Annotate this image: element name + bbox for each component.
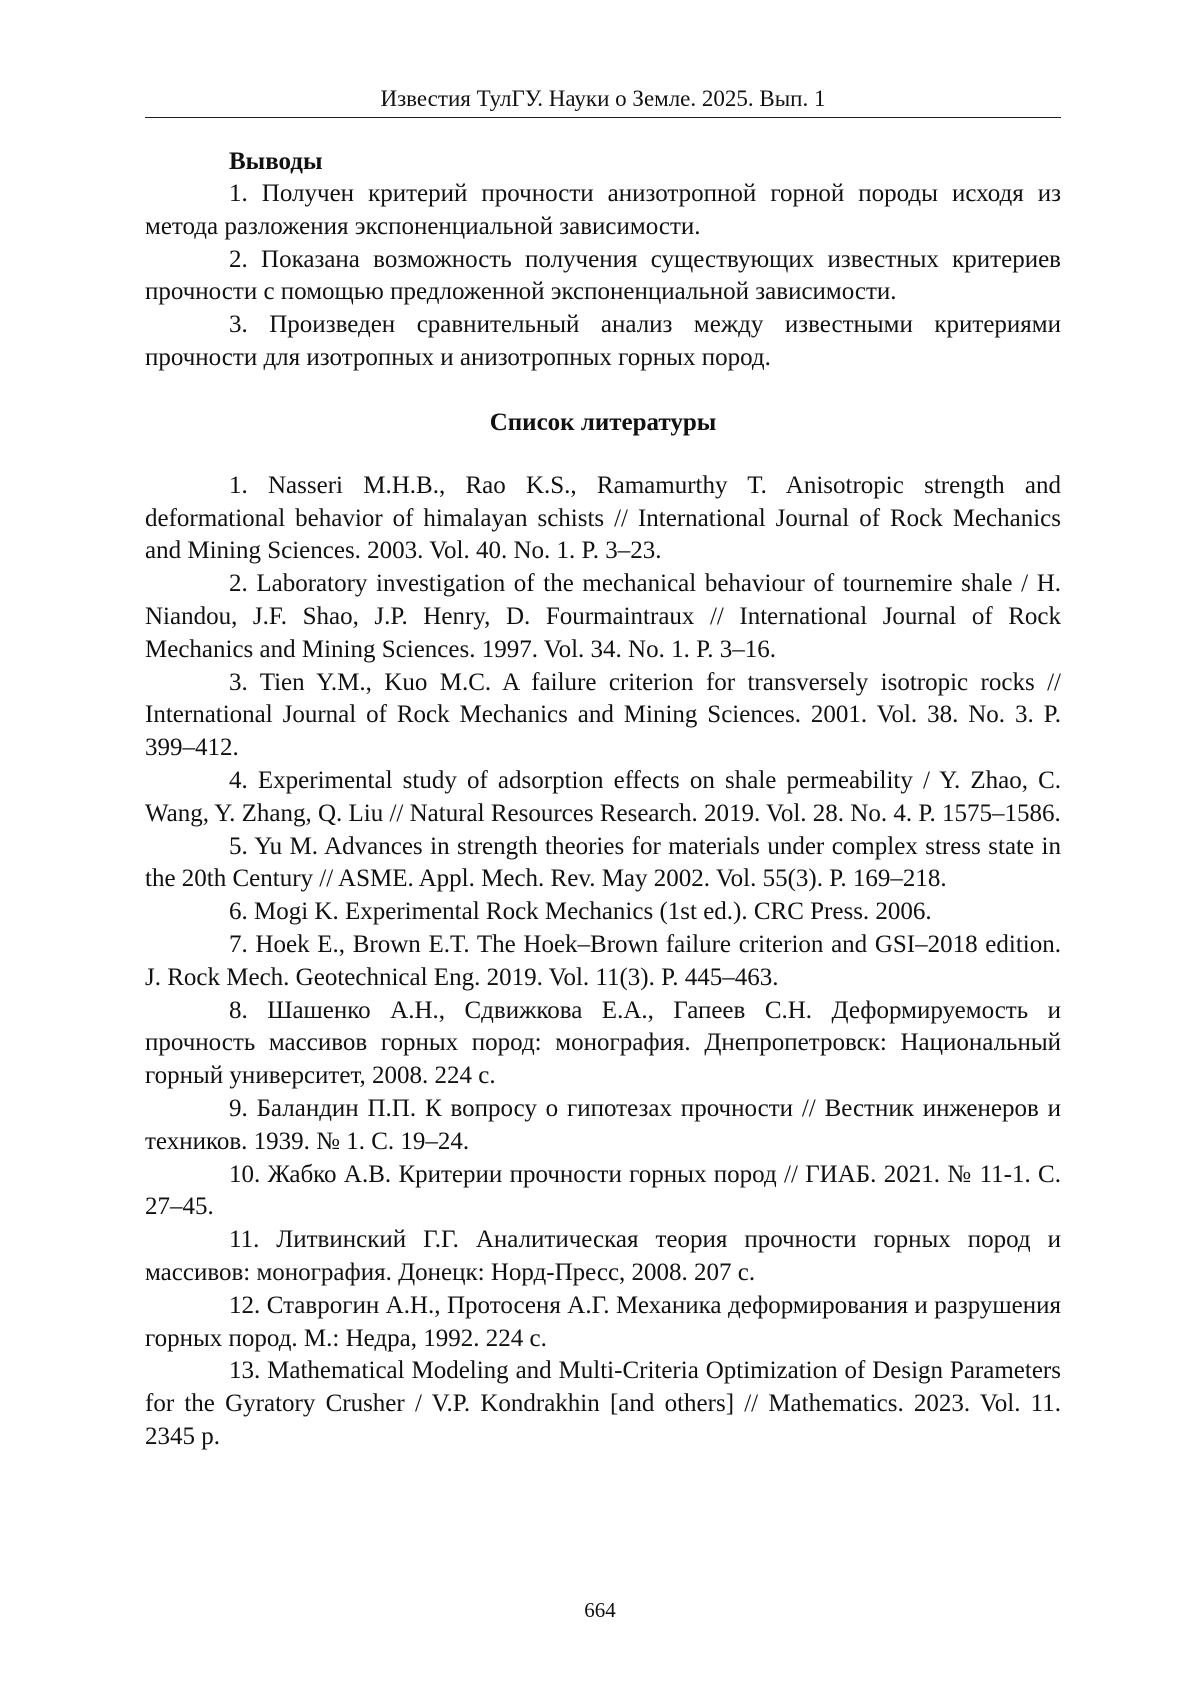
references-spacer — [145, 439, 1061, 470]
reference-item-6: 6. Mogi K. Experimental Rock Mechanics (1st ed.). CRC Press. 2006. — [229, 898, 932, 926]
reference-item-4: 4. Experimental study of adsorption effects on shale permeability / Y. Zhao, C. Wang, Y. Zhang, Q. Liu // Natural Resources Research. 2019. Vol. 28. No. 4. P. 1575–1586. — [145, 766, 1061, 827]
references-section — [145, 406, 1061, 1454]
conclusions-section — [145, 145, 1061, 375]
reference-item-13: 13. Mathematical Modeling and Multi-Criteria Optimization of Design Parameters for the Gyratory Crusher / V.P. Kondrakhin [and others] // Mathematics. 2023. Vol. 11. 2345 p. — [145, 1357, 1061, 1450]
conclusion-item-1: 1. Получен критерий прочности анизотропной горной породы исходя из метода разложения экспоненциальной зависимости. — [145, 180, 1061, 240]
reference-item-11: 11. Литвинский Г.Г. Аналитическая теория прочности горных пород и массивов: монография. Донецк: Норд-Пресс, 2008. 207 с. — [145, 1226, 1061, 1286]
references-heading: Список литературы — [489, 408, 717, 436]
reference-item-7: 7. Hoek E., Brown E.T. The Hoek–Brown failure criterion and GSI–2018 edition. J. Rock Mech. Geotechnical Eng. 2019. Vol. 11(3). P. 445–463. — [145, 930, 1061, 991]
reference-item-10: 10. Жабко А.В. Критерии прочности горных пород // ГИАБ. 2021. № 11-1. С. 27–45. — [145, 1160, 1061, 1221]
reference-item-1: 1. Nasseri M.H.B., Rao K.S., Ramamurthy T. Anisotropic strength and deformational behavior of himalayan schists // International Journal of Rock Mechanics and Mining Sciences. 2003. Vol. 40. No. 1. P. 3–23. — [145, 471, 1061, 565]
conclusions-heading: Выводы — [229, 148, 323, 175]
conclusion-item-3: 3. Произведен сравнительный анализ между известными критериями прочности для изотропных и анизотропных горных пород. — [145, 311, 1061, 371]
page-body — [145, 145, 1061, 1454]
reference-item-2: 2. Laboratory investigation of the mechanical behaviour of tournemire shale / H. Niandou, J.F. Shao, J.P. Henry, D. Fourmaintraux // International Journal of Rock Mechanics and Mining Sciences. 1997. Vol. 34. No. 1. P. 3–16. — [145, 570, 1061, 663]
header-rule — [145, 117, 1061, 118]
reference-item-3: 3. Tien Y.M., Kuo M.C. A failure criterion for transversely isotropic rocks // International Journal of Rock Mechanics and Mining Sciences. 2001. Vol. 38. No. 3. P. 399–412. — [145, 668, 1061, 762]
reference-item-12: 12. Ставрогин А.Н., Протосеня А.Г. Механика деформирования и разрушения горных пород. М.: Недра, 1992. 224 с. — [145, 1291, 1061, 1352]
running-header: Известия ТулГУ. Науки о Земле. 2025. Вып. 1 — [380, 86, 826, 111]
reference-item-9: 9. Баландин П.П. К вопросу о гипотезах прочности // Вестник инженеров и техников. 1939. № 1. С. 19–24. — [145, 1094, 1061, 1155]
page-number: 664 — [584, 1598, 616, 1622]
conclusion-item-2: 2. Показана возможность получения существующих известных критериев прочности с помощью предложенной экспоненциальной зависимости. — [145, 245, 1061, 306]
reference-item-5: 5. Yu M. Advances in strength theories for materials under complex stress state in the 20th Century // ASME. Appl. Mech. Rev. May 2002. Vol. 55(3). P. 169–218. — [145, 832, 1061, 893]
section-spacer — [145, 375, 1061, 406]
reference-item-8: 8. Шашенко А.Н., Сдвижкова Е.А., Гапеев С.Н. Деформируемость и прочность массивов горных пород: монография. Днепропетровск: Национальный горный университет, 2008. 224 с. — [145, 996, 1061, 1090]
